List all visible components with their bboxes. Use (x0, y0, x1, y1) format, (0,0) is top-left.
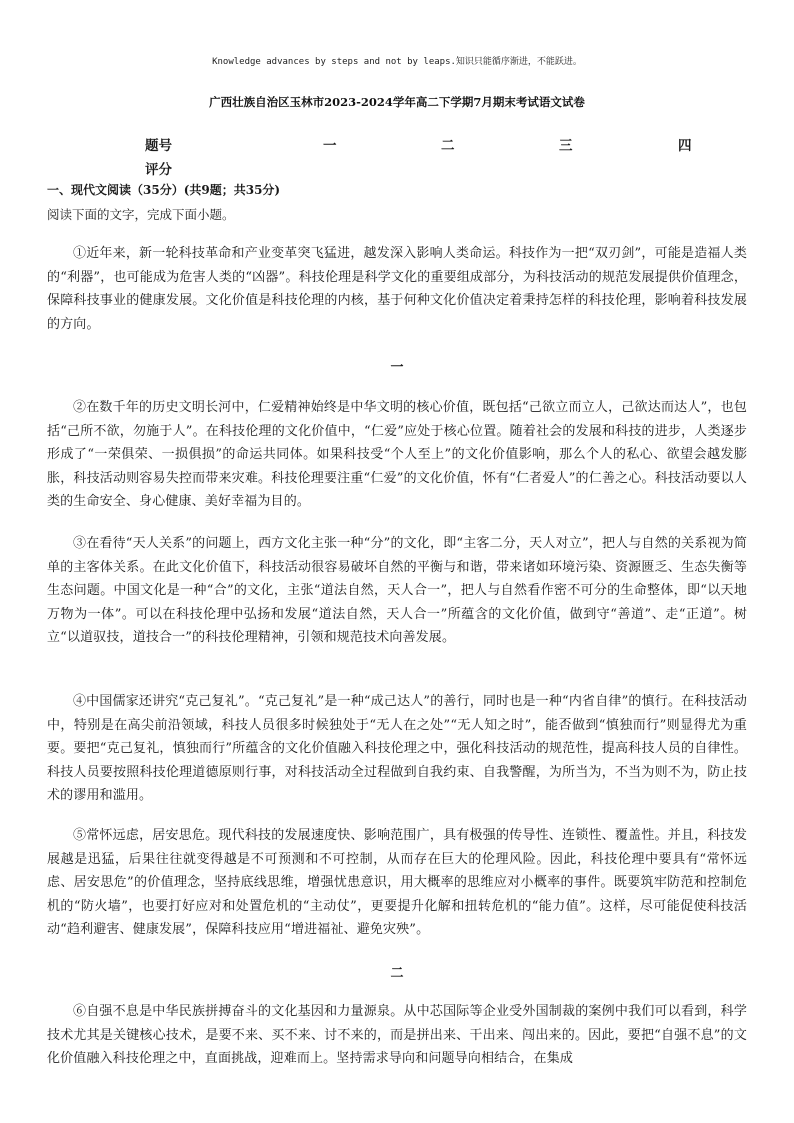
score-column-4: 四 (678, 138, 692, 154)
passage-paragraph-5: ⑤常怀远虑，居安思危。现代科技的发展速度快、影响范围广，具有极强的传导性、连锁性、覆盖性。并且，科技发展越是迅猛，后果往往就变得越是不可预测和不可控制，从而存在巨大的伦理风险。因此，科技伦理中要具有“常怀远虑、居安思危”的价值理念，坚持底线思维，增强忧患意识，用大概率的思维应对小概率的事件。既要筑牢防范和控制危机的“防火墙”，也要打好应对和处置危机的“主动仗”，更要提升化解和扭转危机的“能力值”。这样，尽可能促使科技活动“趋利避害、健康发展”，保障科技应用“增进福祉、避免灾殃”。 (47, 828, 747, 937)
passage-paragraph-6: ⑥自强不息是中华民族拼搏奋斗的文化基因和力量源泉。从中芯国际等企业受外国制裁的案例中我们可以看到，科学技术尤其是关键核心技术，是要不来、买不来、讨不来的，而是拼出来、干出来、闯出来的。因此，要把“自强不息”的文化价值融入科技伦理之中，直面挑战，迎难而上。坚持需求导向和问题导向相结合，在集成 (47, 1004, 747, 1066)
score-column-2: 二 (441, 138, 455, 154)
passage-paragraph-3: ③在看待“天人关系”的问题上，西方文化主张一种“分”的文化，即“主客二分，天人对立”，把人与自然的关系视为简单的主客体关系。在此文化价值下，科技活动很容易破坏自然的平衡与和谐，带来诸如环境污染、资源匮乏、生态失衡等生态问题。中国文化是一种“合”的文化，主张“道法自然，天人合一”，把人与自然看作密不可分的生命整体，即“以天地万物为一体”。可以在科技伦理中弘扬和发展“道法自然，天人合一”所蕴含的文化价值，做到守“善道”、走“正道”。树立“以道驭技，道技合一”的科技伦理精神，引领和规范技术向善发展。 (47, 536, 747, 645)
exam-title: 广西壮族自治区玉林市2023-2024学年高二下学期7月期末考试语文试卷 (209, 95, 585, 109)
score-label: 评分 (145, 162, 172, 178)
section-heading: 一、现代文阅读（35分）(共9题；共35分) (47, 183, 281, 197)
passage-divider-2: 二 (390, 966, 404, 981)
score-table-header (145, 134, 705, 154)
score-column-1: 一 (323, 138, 337, 154)
score-row-label: 题号 (145, 138, 172, 154)
passage-paragraph-2: ②在数千年的历史文明长河中，仁爱精神始终是中华文明的核心价值，既包括“己欲立而立人，己欲达而达人”，也包括“己所不欲，勿施于人”。在科技伦理的文化价值中，“仁爱”应处于核心位置。随着社会的发展和科技的进步，人类逐步形成了“一荣俱荣、一损俱损”的命运共同体。如果科技受“个人至上”的文化价值影响，那么个人的私心、欲望会越发膨胀，科技活动则容易失控而带来灾难。科技伦理要注重“仁爱”的文化价值，怀有“仁者爱人”的仁善之心。科技活动要以人类的生命安全、身心健康、美好幸福为目的。 (47, 400, 747, 509)
passage-paragraph-4: ④中国儒家还讲究“克己复礼”。“克己复礼”是一种“成己达人”的善行，同时也是一种“内省自律”的慎行。在科技活动中，特别是在高尖前沿领域，科技人员很多时候独处于“无人在之处”“无人知之时”，能否做到“慎独而行”则显得尤为重要。要把“克己复礼，慎独而行”所蕴含的文化价值融入科技伦理之中，强化科技活动的规范性，提高科技人员的自律性。科技人员要按照科技伦理道德原则行事，对科技活动全过程做到自我约束、自我警醒，为所当为，不当为则不为，防止技术的谬用和滥用。 (47, 694, 747, 803)
passage-divider-1: 一 (390, 360, 404, 375)
header-motto: Knowledge advances by steps and not by leaps.知识只能循序渐进，不能跃进。 (212, 57, 582, 67)
score-column-3: 三 (559, 138, 573, 154)
passage-paragraph-1: ①近年来，新一轮科技革命和产业变革突飞猛进，越发深入影响人类命运。科技作为一把“双刃剑”，可能是造福人类的“利器”，也可能成为危害人类的“凶器”。科技伦理是科学文化的重要组成部分，为科技活动的规范发展提供价值理念，保障科技事业的健康发展。文化价值是科技伦理的内核，基于何种文化价值决定着秉持怎样的科技伦理，影响着科技发展的方向。 (47, 246, 747, 332)
section-instruction: 阅读下面的文字，完成下面小题。 (47, 207, 235, 222)
